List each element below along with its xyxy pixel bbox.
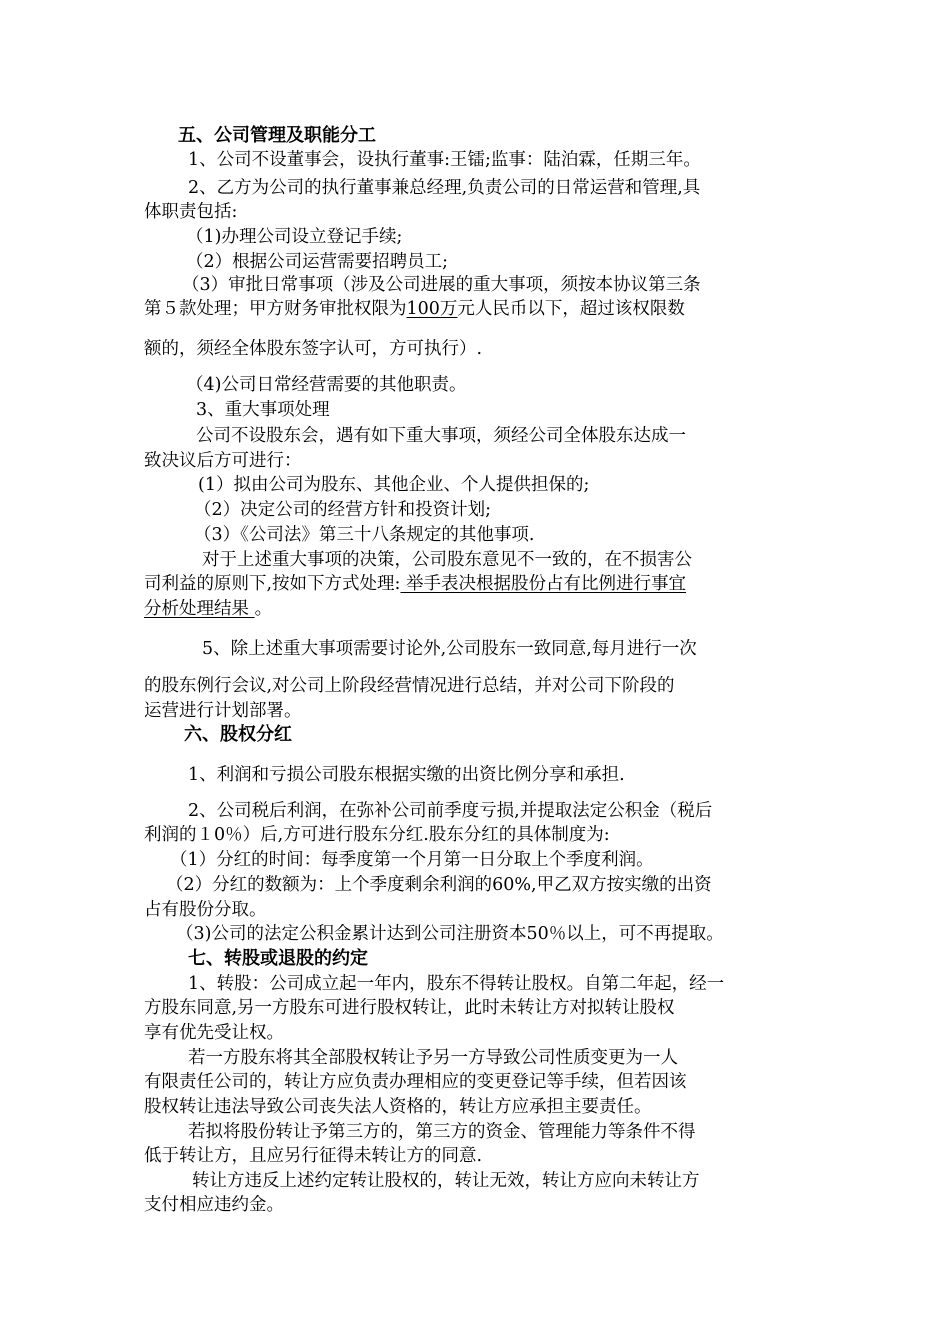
paragraph-line: 1、利润和亏损公司股东根据实缴的出资比例分享和承担. xyxy=(188,765,625,785)
paragraph-line: 享有优先受让权。 xyxy=(144,1023,284,1043)
text-run: 司利益的原则下,按如下方式处理: xyxy=(144,574,401,594)
paragraph-line: （2）决定公司的经营方针和投资计划; xyxy=(194,500,492,520)
paragraph-line: 利润的１0％）后,方可进行股东分红.股东分红的具体制度为: xyxy=(144,825,610,845)
underlined-value: 100万 xyxy=(406,299,458,319)
paragraph-line: （4)公司日常经营需要的其他职责。 xyxy=(186,375,467,395)
paragraph-line: 占有股份分取。 xyxy=(144,900,267,920)
text-run: 元人民币以下，超过该权限数 xyxy=(457,299,685,319)
paragraph-line: 体职责包括: xyxy=(144,202,238,222)
paragraph-line: 支付相应违约金。 xyxy=(144,1195,284,1215)
section-heading: 六、股权分红 xyxy=(184,724,292,745)
paragraph-line: 有限责任公司的，转让方应负责办理相应的变更登记等手续，但若因该 xyxy=(144,1072,687,1092)
paragraph-line xyxy=(144,297,824,321)
paragraph-line: (1）拟由公司为股东、其他企业、个人提供担保的; xyxy=(198,475,590,495)
paragraph-line: 对于上述重大事项的决策，公司股东意见不一致的，在不损害公 xyxy=(202,550,692,570)
underlined-value: 举手表决根据股份占有比例进行事宜 xyxy=(400,574,687,594)
paragraph-line: 2、乙方为公司的执行董事兼总经理,负责公司的日常运营和管理,具 xyxy=(188,178,701,198)
paragraph-line: 转让方违反上述约定转让股权的，转让无效，转让方应向未转让方 xyxy=(192,1171,700,1191)
paragraph-line: （3)公司的法定公积金累计达到公司注册资本50％以上，可不再提取。 xyxy=(176,924,724,944)
paragraph-line: 3、重大事项处理 xyxy=(196,400,330,420)
paragraph-line: （3）《公司法》第三十八条规定的其他事项. xyxy=(194,525,535,545)
paragraph-line xyxy=(144,572,824,596)
paragraph-line: 额的，须经全体股东签字认可，方可执行）. xyxy=(144,339,483,359)
paragraph-line: 若一方股东将其全部股权转让予另一方导致公司性质变更为一人 xyxy=(188,1048,678,1068)
paragraph-line: 股权转让违法导致公司丧失法人资格的，转让方应承担主要责任。 xyxy=(144,1097,652,1117)
paragraph-line xyxy=(144,597,824,621)
paragraph-line: 1、公司不设董事会，设执行董事:王镭;监事：陆泊霖，任期三年。 xyxy=(188,150,701,170)
paragraph-line: 致决议后方可进行： xyxy=(144,451,302,471)
underlined-value: 分析处理结果 xyxy=(144,599,255,619)
paragraph-line: （2）分红的数额为：上个季度剩余利润的60%,甲乙双方按实缴的出资 xyxy=(166,875,712,895)
text-run: 。 xyxy=(254,599,273,619)
paragraph-line: （1）分红的时间：每季度第一个月第一日分取上个季度利润。 xyxy=(170,850,654,870)
paragraph-line: （1)办理公司设立登记手续; xyxy=(186,227,403,247)
section-heading: 五、公司管理及职能分工 xyxy=(178,125,376,146)
paragraph-line: （2）根据公司运营需要招聘员工; xyxy=(186,252,449,272)
paragraph-line: 低于转让方，且应另行征得未转让方的同意. xyxy=(144,1146,483,1166)
paragraph-line: 2、公司税后利润，在弥补公司前季度亏损,并提取法定公积金（税后 xyxy=(188,801,713,821)
paragraph-line: 的股东例行会议,对公司上阶段经营情况进行总结，并对公司下阶段的 xyxy=(144,676,675,696)
paragraph-line: 1、转股：公司成立起一年内，股东不得转让股权。自第二年起，经一 xyxy=(188,974,725,994)
paragraph-line: （3）审批日常事项（涉及公司进展的重大事项，须按本协议第三条 xyxy=(182,275,701,295)
text-run: 第５款处理；甲方财务审批权限为 xyxy=(144,299,407,319)
paragraph-line: 若拟将股份转让予第三方的，第三方的资金、管理能力等条件不得 xyxy=(188,1122,696,1142)
section-heading: 七、转股或退股的约定 xyxy=(188,948,368,969)
paragraph-line: 运营进行计划部署。 xyxy=(144,701,302,721)
paragraph-line: 公司不设股东会，遇有如下重大事项，须经公司全体股东达成一 xyxy=(196,426,686,446)
paragraph-line: 5、除上述重大事项需要讨论外,公司股东一致同意,每月进行一次 xyxy=(202,639,697,659)
paragraph-line: 方股东同意,另一方股东可进行股权转让，此时未转让方对拟转让股权 xyxy=(144,998,675,1018)
